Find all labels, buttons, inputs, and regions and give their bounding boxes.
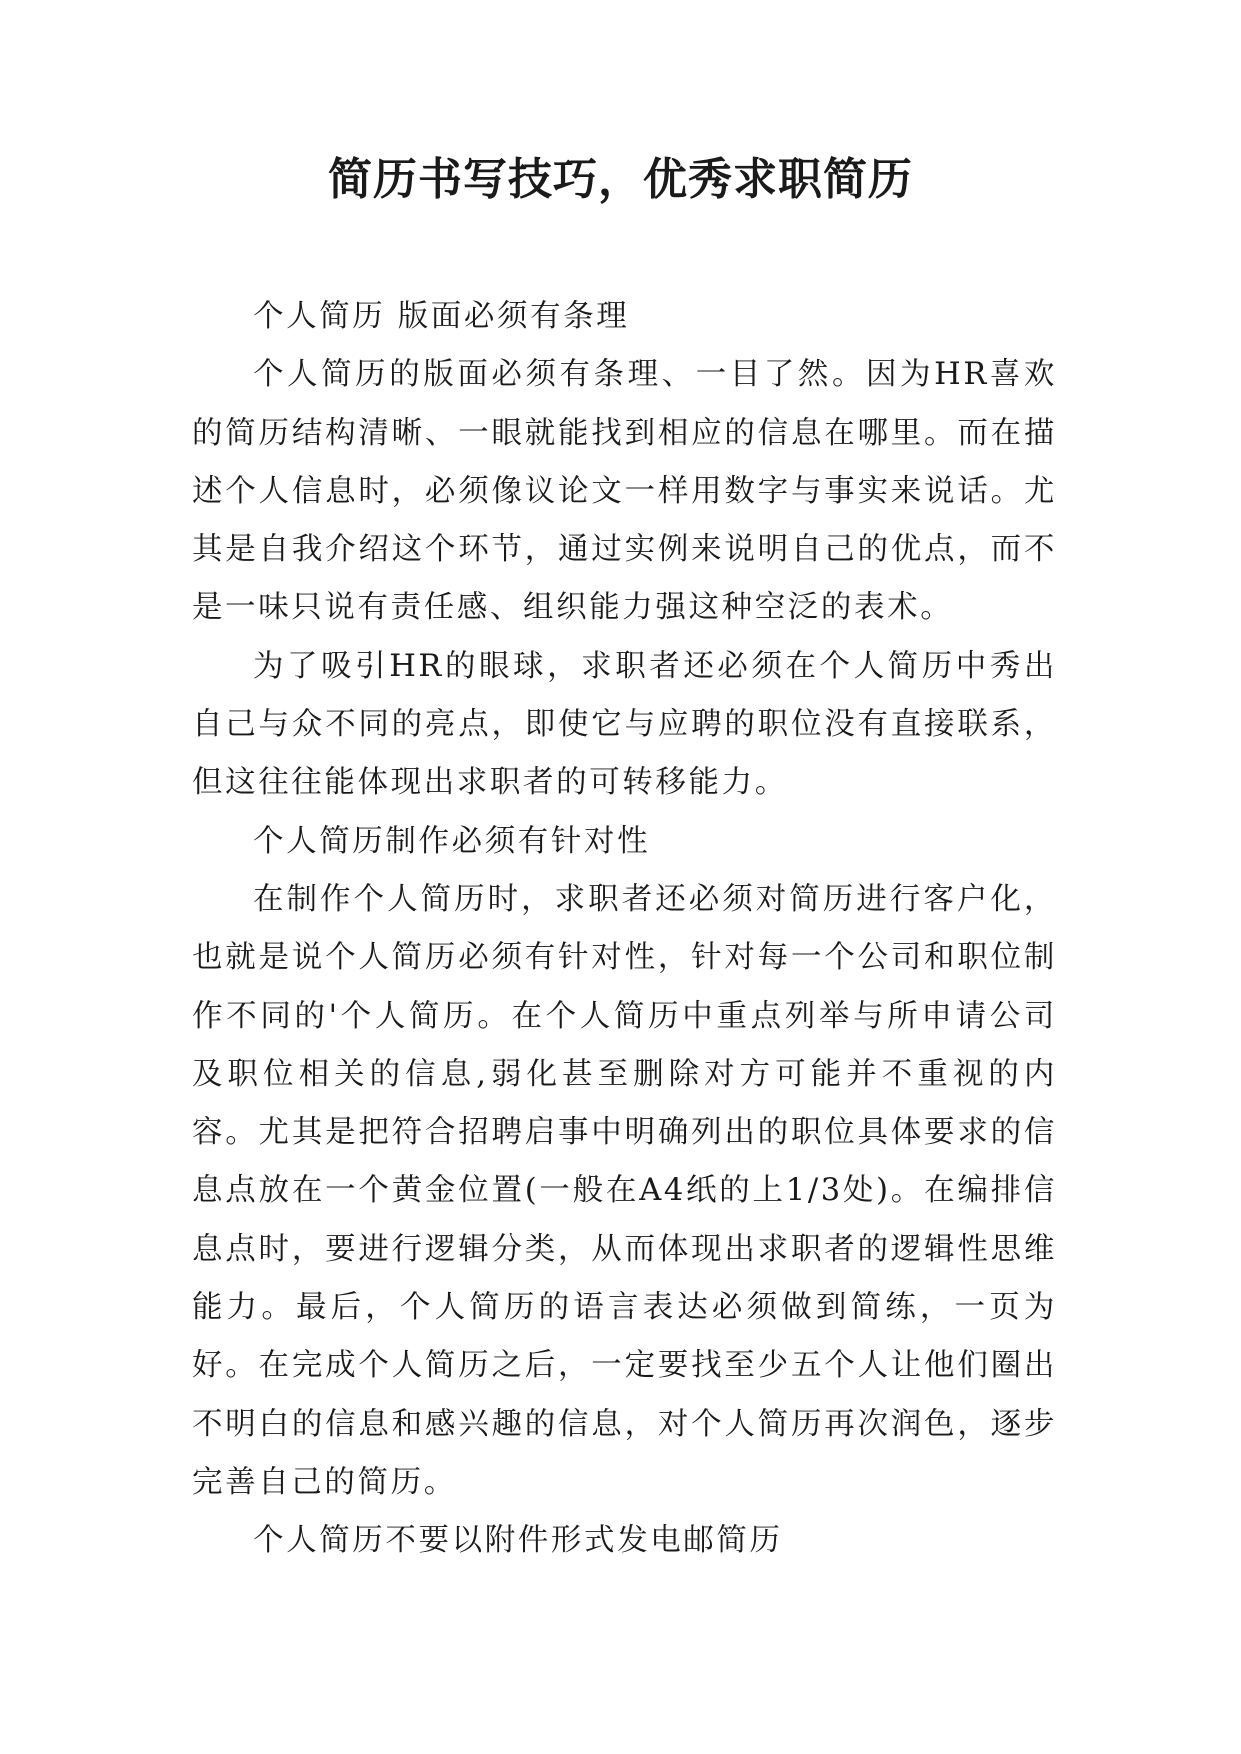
section-heading-attachment: 个人简历不要以附件形式发电邮简历	[253, 1523, 783, 1559]
paragraph-targeting: 在制作个人简历时，求职者还必须对简历进行客户化，也就是说个人简历必须有针对性，针对每一个公司和职位制作不同的'个人简历。在个人简历中重点列举与所申请公司及职位相关的信息,弱化甚至删除对方可能并不重视的内容。尤其是把符合招聘启事中明确列出的职位具体要求的信息点放在一个黄金位置(一般在A4纸的上1/3处)。在编排信息点时，要进行逻辑分类，从而体现出求职者的逻辑性思维能力。最后，个人简历的语言表达必须做到简练，一页为好。在完成个人简历之后，一定要找至少五个人让他们圈出不明白的信息和感兴趣的信息，对个人简历再次润色，逐步完善自己的简历。	[192, 881, 1057, 1500]
section-heading-layout: 个人简历 版面必须有条理	[253, 299, 630, 334]
section-heading-targeting: 个人简历制作必须有针对性	[253, 823, 651, 859]
paragraph-layout-clarity: 个人简历的版面必须有条理、一目了然。因为HR喜欢的简历结构清晰、一眼就能找到相应的信息在哪里。而在描述个人信息时，必须像议论文一样用数字与事实来说话。尤其是自我介绍这个环节，通过实例来说明自己的优点，而不是一味只说有责任感、组织能力强这种空泛的表术。	[192, 357, 1057, 626]
document-title: 简历书写技巧，优秀求职简历	[328, 154, 913, 205]
paragraph-highlights: 为了吸引HR的眼球，求职者还必须在个人简历中秀出自己与众不同的亮点，即使它与应聘的职位没有直接联系，但这往往能体现出求职者的可转移能力。	[192, 648, 1057, 801]
document-body	[192, 288, 1057, 1571]
